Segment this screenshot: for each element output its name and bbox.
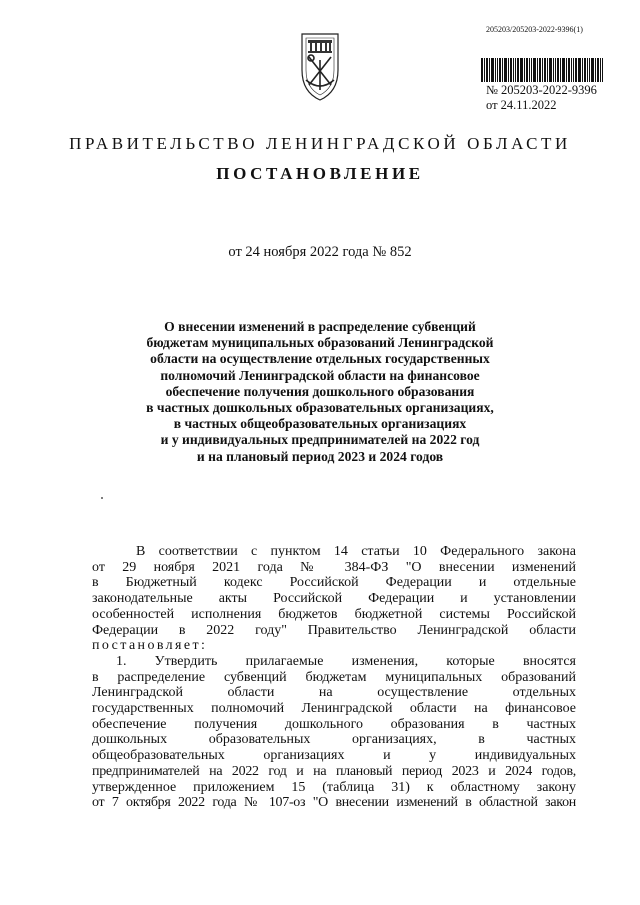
decree-subject — [120, 319, 520, 465]
body-line: государственных полномочий Ленинградской области на финансовое — [92, 701, 576, 717]
body-line: дошкольных образовательных организациях, в частных — [92, 732, 576, 748]
body-line: законодательные акты Российской Федерации и установлении — [92, 591, 576, 607]
subject-line: обеспечение получения дошкольного образования — [165, 383, 475, 399]
body-line: В соответствии с пунктом 14 статьи 10 Федерального закона — [136, 544, 576, 559]
document-id: 205203/205203-2022-9396(1) — [486, 25, 583, 34]
body-line: от 29 ноября 2021 года № 384-ФЗ "О внесении изменений — [92, 559, 576, 575]
body-line: особенностей исполнения бюджетов бюджетной системы Российской — [92, 606, 576, 622]
subject-line: и у индивидуальных предпринимателей на 2022 год — [160, 432, 480, 448]
decree-date-number: от 24 ноября 2022 года № 852 — [228, 244, 412, 260]
body-line: 1. Утвердить прилагаемые изменения, которые вносятся — [116, 653, 576, 669]
subject-line: в частных дошкольных образовательных организациях, — [146, 400, 494, 416]
body-line: утвержденное приложением 15 (таблица 31) к областному закону — [92, 779, 576, 795]
body-text — [92, 544, 576, 811]
registration-date: от 24.11.2022 — [486, 98, 557, 112]
subject-line: и на плановый период 2023 и 2024 годов — [196, 448, 444, 464]
scan-mark — [101, 497, 103, 499]
barcode-icon — [481, 58, 603, 82]
body-line: предпринимателей на 2022 год и на плановый период 2023 и 2024 годов, — [92, 763, 576, 779]
body-line: в Бюджетный кодекс Российской Федерации и отдельные — [92, 575, 576, 591]
body-line: Федерации в 2022 году" Правительство Ленинградской области — [92, 622, 576, 638]
subject-line: О внесении изменений в распределение субвенций — [164, 319, 476, 334]
registration-number: № 205203-2022-9396 — [486, 83, 597, 97]
body-line: в распределение субвенций бюджетам муниципальных образований — [92, 669, 576, 685]
body-line: постановляет: — [92, 638, 208, 654]
body-line: от 7 октября 2022 года № 107-оз "О внесении изменений в областной закон — [92, 795, 576, 811]
body-line: общеобразовательных организациях и у индивидуальных — [92, 748, 576, 764]
coat-of-arms-icon — [292, 30, 348, 104]
body-line: обеспечение получения дошкольного образования в частных — [92, 716, 576, 732]
subject-line: полномочий Ленинградской области на финансовое — [160, 367, 480, 383]
document-type: ПОСТАНОВЛЕНИЕ — [216, 164, 424, 183]
subject-line: области на осуществление отдельных государственных — [150, 351, 490, 367]
subject-line: бюджетам муниципальных образований Ленинградской — [146, 335, 494, 351]
subject-line: в частных общеобразовательных организациях — [173, 416, 467, 432]
body-line: Ленинградской области на осуществление отдельных — [92, 685, 576, 701]
government-title: ПРАВИТЕЛЬСТВО ЛЕНИНГРАДСКОЙ ОБЛАСТИ — [69, 134, 571, 153]
